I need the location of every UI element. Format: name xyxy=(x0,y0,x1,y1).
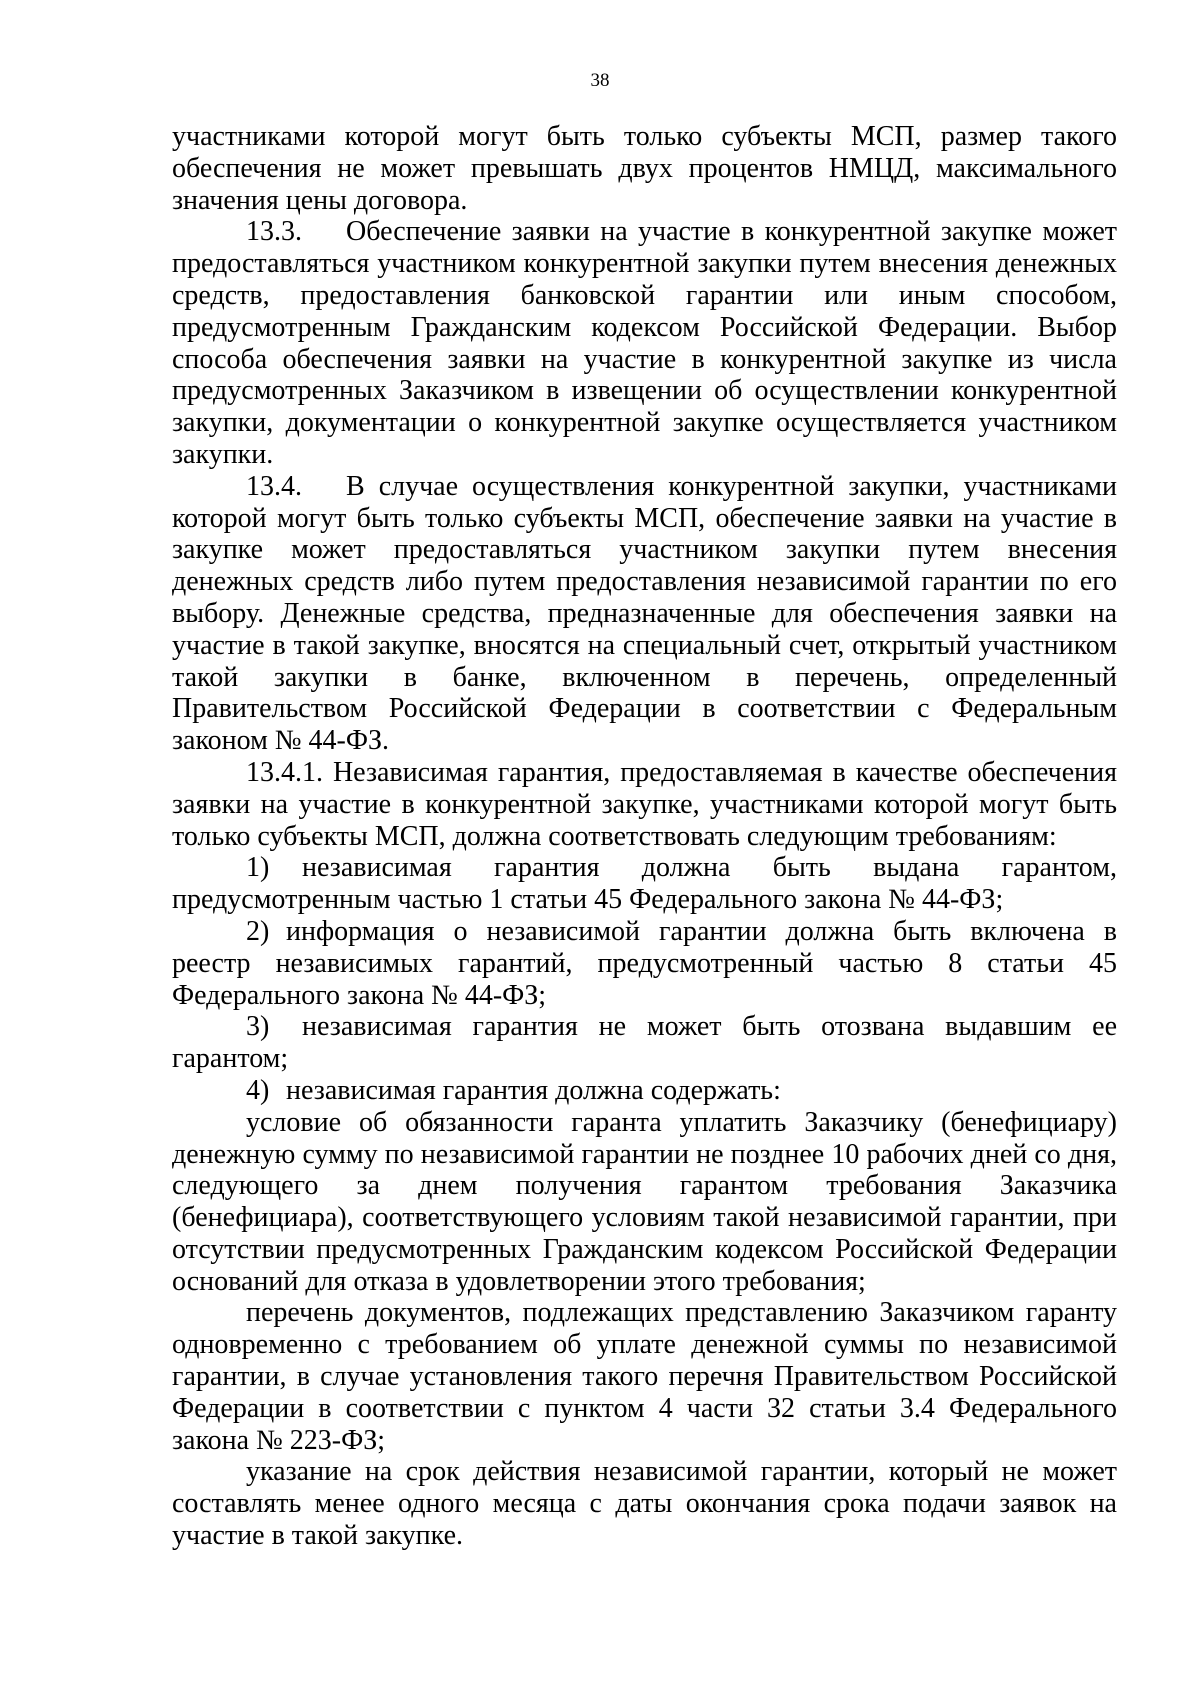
list-number-1: 1) xyxy=(246,852,270,884)
clause-text-13-4: В случае осуществления конкурентной закупки, участниками которой могут быть только субъекты МСП, обеспечение заявки на участие в закупке может предоставляться участником закупки путем внесения денежных средств либо путем предоставления независимой гарантии по его выбору. Денежные средства, предназначенные для обеспечения заявки на участие в такой закупке, вносятся на специальный счет, открытый участником такой закупки в банке, включенном в перечень, определенный Правительством Российской Федерации в соответствии с Федеральным законом № 44-ФЗ. xyxy=(172,470,1117,757)
list-item-4 xyxy=(172,1075,1117,1107)
document-body xyxy=(172,121,1117,1552)
clause-number-13-3: 13.3. xyxy=(246,216,302,248)
paragraph-continuation: участниками которой могут быть только субъекты МСП, размер такого обеспечения не может превышать двух процентов НМЦД, максимального значения цены договора. xyxy=(172,121,1117,216)
list-text-2: информация о независимой гарантии должна быть включена в реестр независимых гарантий, предусмотренный частью 8 статьи 45 Федерального закона № 44-ФЗ; xyxy=(172,915,1117,1011)
list-number-4: 4) xyxy=(246,1074,270,1106)
list-item-3 xyxy=(172,1011,1117,1075)
list-number-2: 2) xyxy=(246,915,270,947)
list-item-1 xyxy=(172,852,1117,916)
paragraph-13-3 xyxy=(172,216,1117,470)
paragraph-13-4 xyxy=(172,471,1117,757)
list-item-2 xyxy=(172,916,1117,1011)
condition-paragraph-3: указание на срок действия независимой гарантии, который не может составлять менее одного месяца с даты окончания срока подачи заявок на участие в такой закупке. xyxy=(172,1456,1117,1552)
list-text-4: независимая гарантия должна содержать: xyxy=(286,1074,781,1106)
list-number-3: 3) xyxy=(246,1011,270,1043)
condition-paragraph-1: условие об обязанности гаранта уплатить Заказчику (бенефициару) денежную сумму по независимой гарантии не позднее 10 рабочих дней со дня, следующего за днем получения гарантом требования Заказчика (бенефициара), соответствующего условиям такой независимой гарантии, при отсутствии предусмотренных Гражданским кодексом Российской Федерации оснований для отказа в удовлетворении этого требования; xyxy=(172,1106,1117,1297)
clause-text-13-3: Обеспечение заявки на участие в конкурентной закупке может предоставляться участником конкурентной закупки путем внесения денежных средств, предоставления банковской гарантии или иным способом, предусмотренным Гражданским кодексом Российской Федерации. Выбор способа обеспечения заявки на участие в конкурентной закупке из числа предусмотренных Заказчиком в извещении об осуществлении конкурентной закупки, документации о конкурентной закупке осуществляется участником закупки. xyxy=(172,216,1117,470)
condition-paragraph-2: перечень документов, подлежащих представлению Заказчиком гаранту одновременно с требованием об уплате денежной суммы по независимой гарантии, в случае установления такого перечня Правительством Российской Федерации в соответствии с пунктом 4 части 32 статьи 3.4 Федерального закона № 223-ФЗ; xyxy=(172,1297,1117,1456)
paragraph-13-4-1: 13.4.1. Независимая гарантия, предоставляемая в качестве обеспечения заявки на участие в конкурентной закупке, участниками которой могут быть только субъекты МСП, должна соответствовать следующим требованиям: xyxy=(172,756,1117,852)
list-text-3: независимая гарантия не может быть отозвана выдавшим ее гарантом; xyxy=(172,1011,1117,1075)
page-number: 38 xyxy=(590,70,610,91)
list-text-1: независимая гарантия должна быть выдана гарантом, предусмотренным частью 1 статьи 45 Федерального закона № 44-ФЗ; xyxy=(172,852,1117,916)
clause-number-13-4: 13.4. xyxy=(246,470,302,502)
